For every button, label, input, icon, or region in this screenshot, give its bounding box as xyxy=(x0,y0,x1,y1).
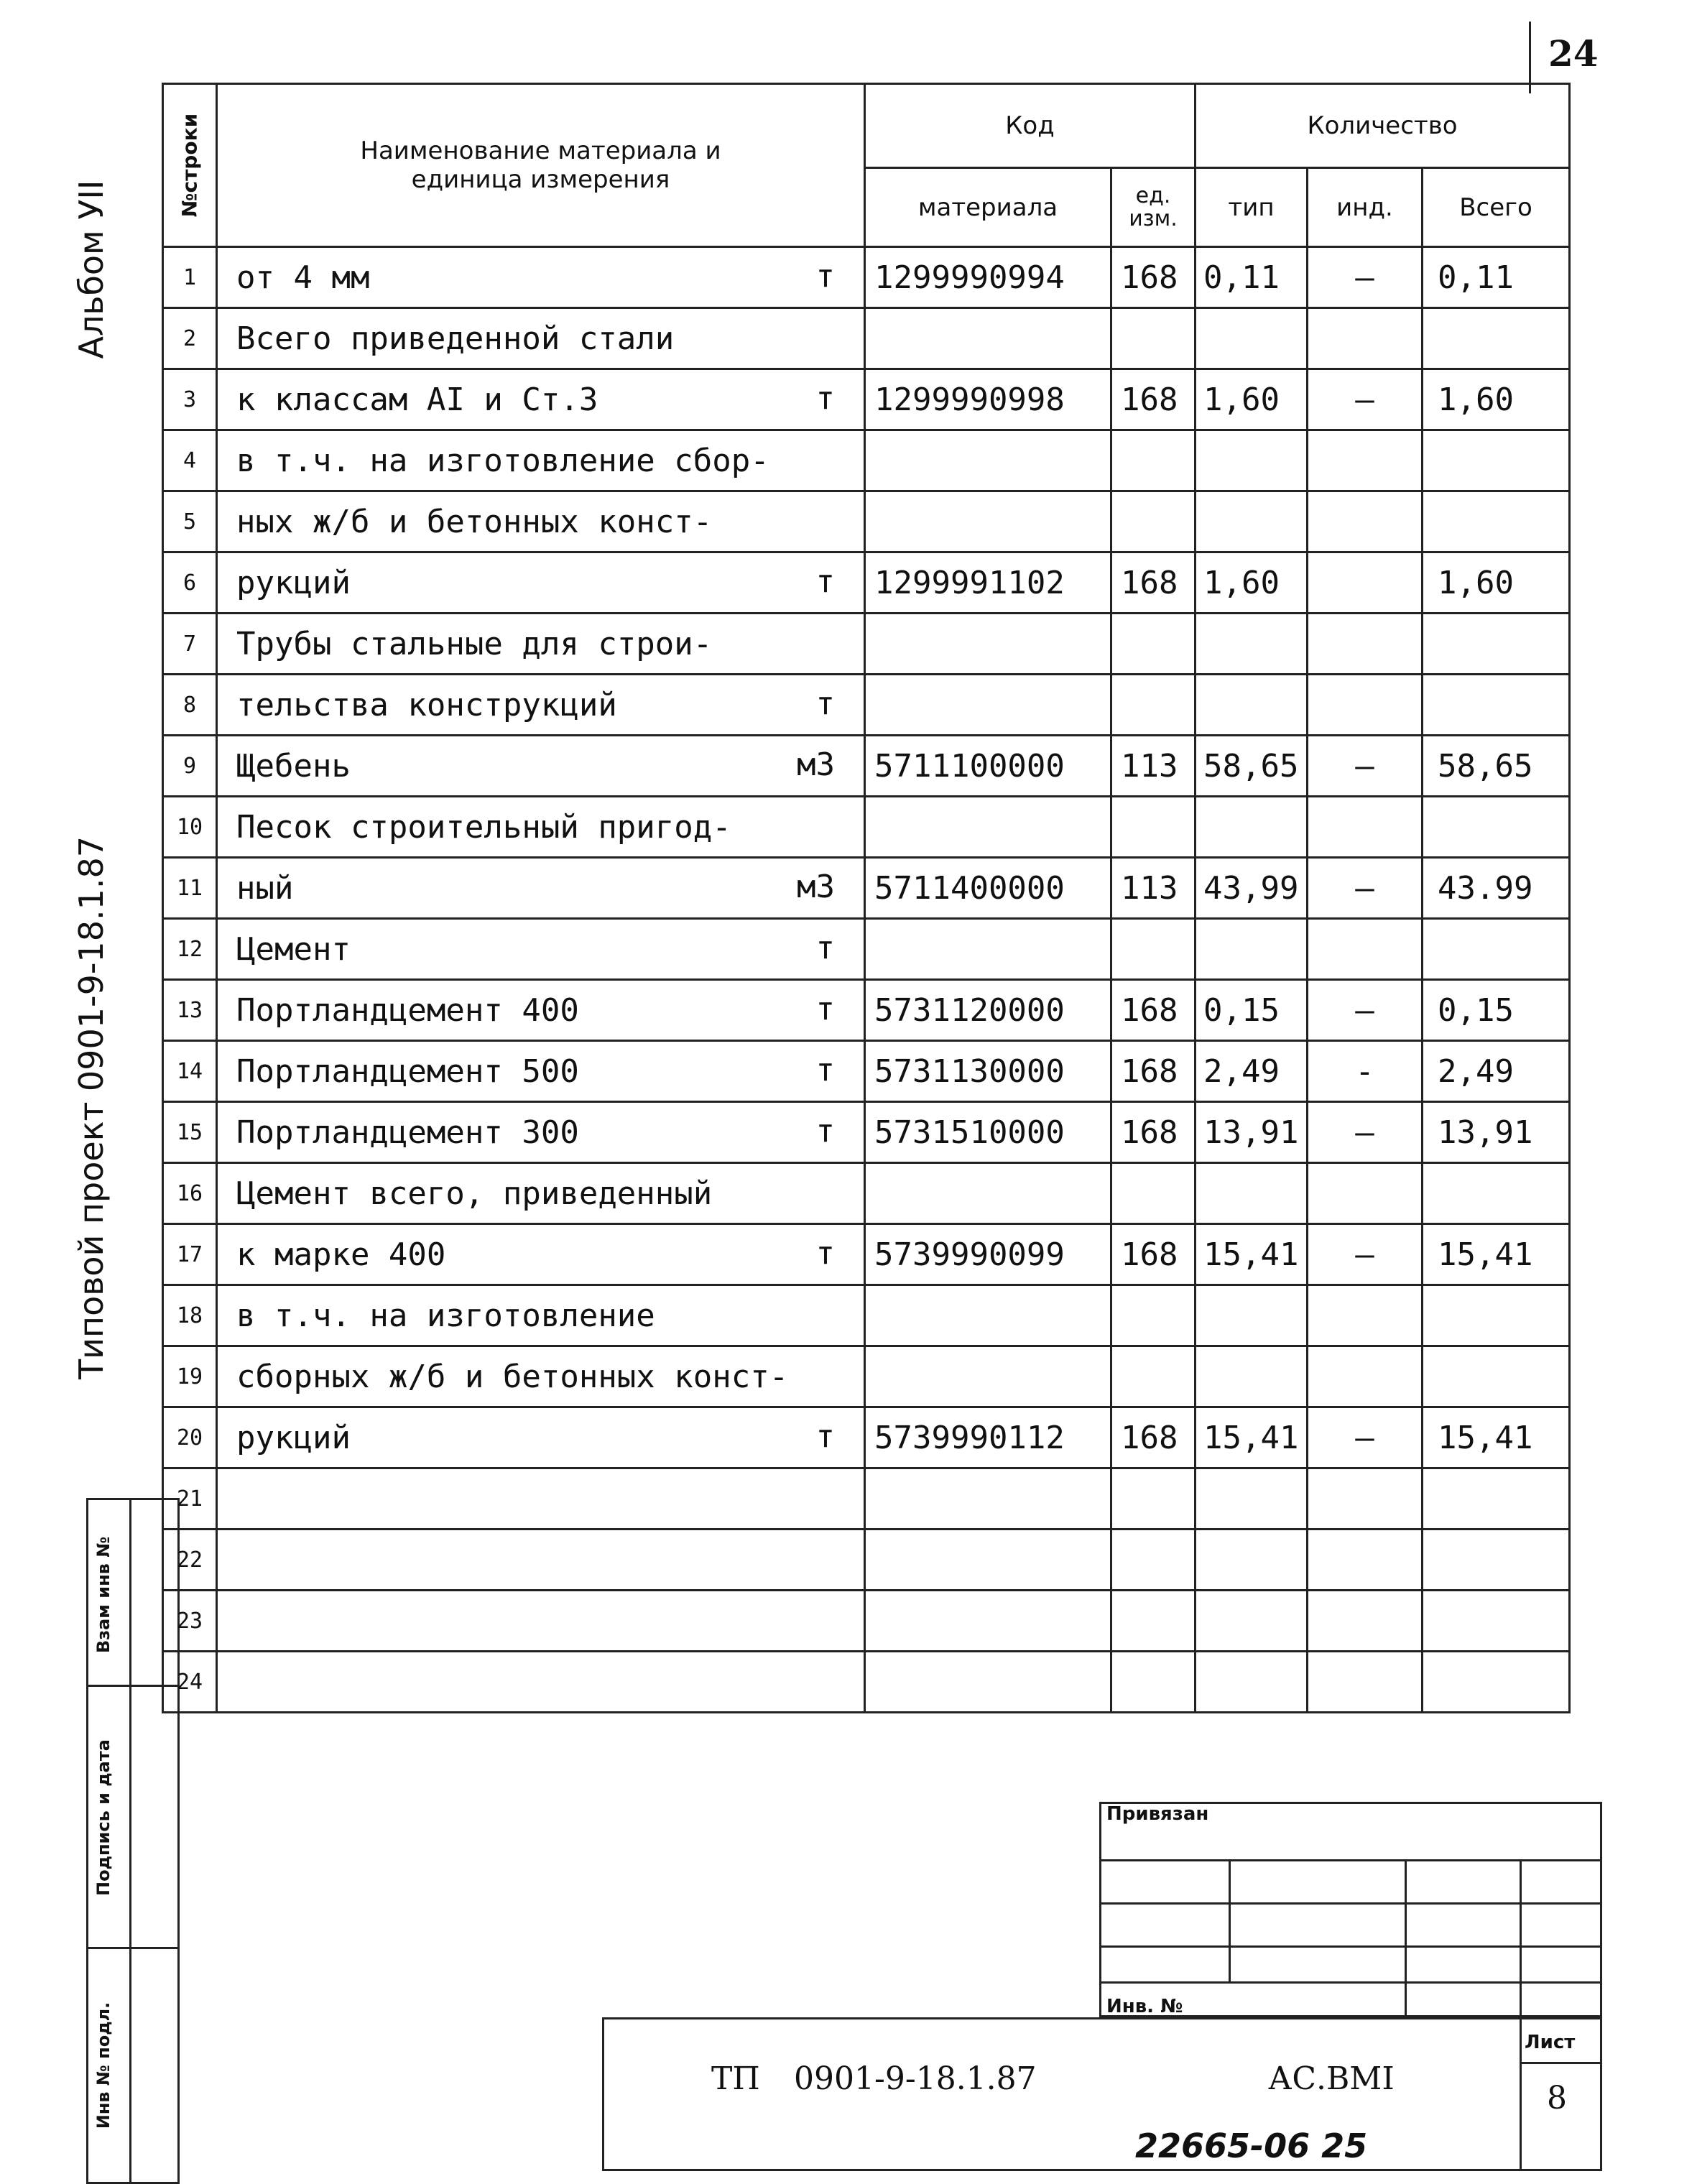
row-number-cell: 12 xyxy=(163,919,217,980)
qty-type-cell xyxy=(1196,797,1308,858)
material-code-cell xyxy=(865,797,1111,858)
unit-code-cell xyxy=(1111,797,1196,858)
qty-ind-cell xyxy=(1308,1591,1423,1652)
material-name-text: к классам АI и Ст.3 xyxy=(236,381,598,418)
material-code-cell xyxy=(865,1468,1111,1530)
material-name-cell xyxy=(217,1224,865,1285)
material-code-cell xyxy=(865,1591,1111,1652)
qty-ind-cell xyxy=(1308,1346,1423,1407)
material-code-cell xyxy=(865,430,1111,491)
qty-type-cell xyxy=(1196,614,1308,675)
material-name-cell xyxy=(217,369,865,430)
material-name-text: тельства конструкций xyxy=(236,686,617,723)
table-row xyxy=(163,430,1570,491)
unit-code-cell xyxy=(1111,1591,1196,1652)
table-row xyxy=(163,614,1570,675)
qty-ind-cell: – xyxy=(1308,736,1423,797)
row-number-cell: 16 xyxy=(163,1163,217,1224)
material-name-text: рукций xyxy=(236,564,351,601)
header-code-unit: ед. изм. xyxy=(1111,168,1196,247)
qty-total-cell xyxy=(1423,1285,1570,1346)
qty-ind-cell: – xyxy=(1308,858,1423,919)
table-row xyxy=(163,1102,1570,1163)
qty-ind-cell xyxy=(1308,1652,1423,1713)
qty-type-cell xyxy=(1196,1163,1308,1224)
unit-code-cell xyxy=(1111,491,1196,552)
table-row xyxy=(163,919,1570,980)
material-name-cell xyxy=(217,308,865,369)
material-name-text: Цемент xyxy=(236,930,351,968)
qty-type-cell: 13,91 xyxy=(1196,1102,1308,1163)
unit-code-cell: 113 xyxy=(1111,858,1196,919)
header-qty-total: Всего xyxy=(1423,168,1570,247)
material-code-cell xyxy=(865,308,1111,369)
bound-label: Привязан xyxy=(1106,1803,1209,1825)
unit-code-cell: 168 xyxy=(1111,980,1196,1041)
table-row xyxy=(163,1041,1570,1102)
material-name-cell xyxy=(217,1407,865,1468)
material-code-cell xyxy=(865,1346,1111,1407)
qty-type-cell: 58,65 xyxy=(1196,736,1308,797)
unit-code-cell xyxy=(1111,1285,1196,1346)
unit-code-cell: 168 xyxy=(1111,1407,1196,1468)
table-row xyxy=(163,247,1570,308)
row-number-cell: 3 xyxy=(163,369,217,430)
unit-code-cell: 168 xyxy=(1111,1102,1196,1163)
stamp-label-signature-date: Подпись и дата xyxy=(93,1739,114,1896)
table-row xyxy=(163,1346,1570,1407)
header-row-number: №строки xyxy=(163,84,217,247)
material-name-text: в т.ч. на изготовление сбор- xyxy=(236,442,769,479)
bound-vline-1 xyxy=(1229,1859,1231,1981)
qty-ind-cell: – xyxy=(1308,1407,1423,1468)
qty-ind-cell xyxy=(1308,919,1423,980)
material-name-cell xyxy=(217,1285,865,1346)
qty-ind-cell xyxy=(1308,797,1423,858)
bound-vline-2 xyxy=(1405,1859,1407,2017)
row-number-cell: 23 xyxy=(163,1591,217,1652)
qty-total-cell xyxy=(1423,1163,1570,1224)
table-row xyxy=(163,858,1570,919)
material-name-text: Портландцемент 300 xyxy=(236,1114,579,1151)
unit-code-cell xyxy=(1111,675,1196,736)
unit-code-cell xyxy=(1111,308,1196,369)
material-name-text: Трубы стальные для строи- xyxy=(236,625,713,662)
qty-type-cell xyxy=(1196,1591,1308,1652)
unit-code-cell: 168 xyxy=(1111,247,1196,308)
row-number-cell: 14 xyxy=(163,1041,217,1102)
material-name-text: от 4 мм xyxy=(236,259,370,296)
header-qty-ind: инд. xyxy=(1308,168,1423,247)
row-number-cell: 1 xyxy=(163,247,217,308)
qty-ind-cell: – xyxy=(1308,369,1423,430)
material-name-text: ных ж/б и бетонных конст- xyxy=(236,503,713,540)
material-code-cell: 5731120000 xyxy=(865,980,1111,1041)
material-name-cell xyxy=(217,1652,865,1713)
row-number-cell: 19 xyxy=(163,1346,217,1407)
unit-code-cell xyxy=(1111,1163,1196,1224)
qty-ind-cell: – xyxy=(1308,980,1423,1041)
material-name-text: Щебень xyxy=(236,747,351,785)
top-sheet-number: 24 xyxy=(1548,32,1599,75)
material-name-cell xyxy=(217,858,865,919)
material-name-text: Цемент всего, приведенный xyxy=(236,1175,713,1212)
unit-code-cell: 168 xyxy=(1111,1041,1196,1102)
material-name-cell xyxy=(217,1102,865,1163)
material-code-cell: 5731510000 xyxy=(865,1102,1111,1163)
row-number-cell: 5 xyxy=(163,491,217,552)
unit-label: т xyxy=(815,1235,835,1272)
materials-table xyxy=(162,83,1571,1713)
material-name-cell xyxy=(217,1041,865,1102)
qty-type-cell xyxy=(1196,491,1308,552)
qty-total-cell: 15,41 xyxy=(1423,1224,1570,1285)
unit-code-cell: 113 xyxy=(1111,736,1196,797)
row-number-cell: 17 xyxy=(163,1224,217,1285)
header-code-material: материала xyxy=(865,168,1111,247)
row-number-cell: 8 xyxy=(163,675,217,736)
table-row xyxy=(163,1468,1570,1530)
material-name-text: в т.ч. на изготовление xyxy=(236,1297,655,1334)
material-code-cell: 5711100000 xyxy=(865,736,1111,797)
material-name-text: Портландцемент 400 xyxy=(236,991,579,1029)
material-code-cell xyxy=(865,1652,1111,1713)
unit-code-cell xyxy=(1111,430,1196,491)
qty-total-cell xyxy=(1423,1591,1570,1652)
unit-code-cell xyxy=(1111,1530,1196,1591)
table-row xyxy=(163,1224,1570,1285)
table-row xyxy=(163,736,1570,797)
bound-line-3 xyxy=(1099,1945,1602,1948)
qty-total-cell: 58,65 xyxy=(1423,736,1570,797)
qty-type-cell: 1,60 xyxy=(1196,552,1308,614)
material-code-cell: 1299991102 xyxy=(865,552,1111,614)
material-code-cell: 1299990994 xyxy=(865,247,1111,308)
qty-total-cell xyxy=(1423,1468,1570,1530)
row-number-cell: 24 xyxy=(163,1652,217,1713)
unit-code-cell xyxy=(1111,614,1196,675)
qty-ind-cell xyxy=(1308,1163,1423,1224)
material-code-cell xyxy=(865,1163,1111,1224)
table-row xyxy=(163,1652,1570,1713)
material-name-cell xyxy=(217,247,865,308)
material-name-cell xyxy=(217,491,865,552)
material-code-cell xyxy=(865,675,1111,736)
table-row xyxy=(163,1530,1570,1591)
qty-total-cell xyxy=(1423,797,1570,858)
row-number-cell: 6 xyxy=(163,552,217,614)
material-name-cell xyxy=(217,1591,865,1652)
row-number-cell: 20 xyxy=(163,1407,217,1468)
material-code-cell xyxy=(865,491,1111,552)
row-number-cell: 10 xyxy=(163,797,217,858)
table-row xyxy=(163,675,1570,736)
unit-label: м3 xyxy=(797,746,835,783)
qty-type-cell xyxy=(1196,1468,1308,1530)
header-quantity: Количество xyxy=(1196,84,1570,168)
row-number-cell: 13 xyxy=(163,980,217,1041)
material-code-cell xyxy=(865,614,1111,675)
qty-total-cell: 2,49 xyxy=(1423,1041,1570,1102)
material-code-cell: 5739990099 xyxy=(865,1224,1111,1285)
table-row xyxy=(163,1163,1570,1224)
qty-type-cell xyxy=(1196,1652,1308,1713)
unit-code-cell: 168 xyxy=(1111,1224,1196,1285)
qty-type-cell xyxy=(1196,308,1308,369)
row-number-cell: 7 xyxy=(163,614,217,675)
qty-ind-cell xyxy=(1308,675,1423,736)
qty-total-cell xyxy=(1423,919,1570,980)
qty-total-cell: 1,60 xyxy=(1423,552,1570,614)
unit-label: т xyxy=(815,1052,835,1088)
table-row xyxy=(163,491,1570,552)
material-name-cell xyxy=(217,1163,865,1224)
unit-code-cell xyxy=(1111,1652,1196,1713)
material-code-cell xyxy=(865,919,1111,980)
qty-ind-cell xyxy=(1308,1530,1423,1591)
unit-code-cell xyxy=(1111,1468,1196,1530)
qty-type-cell: 15,41 xyxy=(1196,1407,1308,1468)
qty-ind-cell xyxy=(1308,1285,1423,1346)
bound-line-2 xyxy=(1099,1902,1602,1905)
unit-label: т xyxy=(815,685,835,722)
material-name-text: сборных ж/б и бетонных конст- xyxy=(236,1358,789,1395)
qty-ind-cell xyxy=(1308,614,1423,675)
qty-ind-cell: – xyxy=(1308,1224,1423,1285)
qty-type-cell: 1,60 xyxy=(1196,369,1308,430)
row-number-cell: 9 xyxy=(163,736,217,797)
header-code: Код xyxy=(865,84,1196,168)
bound-line-4 xyxy=(1099,1981,1602,1984)
unit-code-cell xyxy=(1111,1346,1196,1407)
doc-suffix: АС.ВМI xyxy=(1268,2060,1395,2097)
table-row xyxy=(163,1591,1570,1652)
material-name-cell xyxy=(217,919,865,980)
qty-total-cell xyxy=(1423,308,1570,369)
material-name-cell xyxy=(217,736,865,797)
qty-type-cell: 15,41 xyxy=(1196,1224,1308,1285)
unit-label: т xyxy=(815,563,835,600)
qty-ind-cell xyxy=(1308,308,1423,369)
table-row xyxy=(163,369,1570,430)
material-code-cell xyxy=(865,1530,1111,1591)
table-row xyxy=(163,1407,1570,1468)
left-stamp-sep2 xyxy=(86,1947,180,1949)
qty-type-cell: 2,49 xyxy=(1196,1041,1308,1102)
table-row xyxy=(163,980,1570,1041)
qty-total-cell xyxy=(1423,675,1570,736)
qty-ind-cell xyxy=(1308,430,1423,491)
album-label: Альбом УII xyxy=(72,180,111,359)
left-stamp-divider xyxy=(129,1498,131,2184)
table-row xyxy=(163,552,1570,614)
qty-type-cell: 0,15 xyxy=(1196,980,1308,1041)
bound-line-1 xyxy=(1099,1859,1602,1861)
qty-total-cell xyxy=(1423,491,1570,552)
material-name-text: рукций xyxy=(236,1419,351,1456)
table-row xyxy=(163,308,1570,369)
row-number-cell: 22 xyxy=(163,1530,217,1591)
qty-ind-cell xyxy=(1308,491,1423,552)
unit-label: т xyxy=(815,930,835,966)
doc-code: 0901-9-18.1.87 xyxy=(794,2060,1037,2097)
sheet-value: 8 xyxy=(1547,2080,1567,2116)
row-number-cell: 15 xyxy=(163,1102,217,1163)
footer-number: 22665-06 25 xyxy=(1135,2127,1368,2165)
sheet-label: Лист xyxy=(1525,2032,1576,2053)
qty-total-cell: 15,41 xyxy=(1423,1407,1570,1468)
qty-total-cell xyxy=(1423,1530,1570,1591)
material-name-cell xyxy=(217,1468,865,1530)
material-code-cell xyxy=(865,1285,1111,1346)
bound-block xyxy=(1099,1802,1602,2017)
row-number-cell: 4 xyxy=(163,430,217,491)
qty-total-cell: 43.99 xyxy=(1423,858,1570,919)
doc-prefix: ТП xyxy=(711,2060,760,2097)
qty-ind-cell: – xyxy=(1308,247,1423,308)
unit-label: т xyxy=(815,380,835,417)
qty-type-cell xyxy=(1196,675,1308,736)
project-label: Типовой проект 0901-9-18.1.87 xyxy=(72,836,111,1379)
header-qty-type: тип xyxy=(1196,168,1308,247)
material-name-cell xyxy=(217,1530,865,1591)
qty-total-cell: 0,11 xyxy=(1423,247,1570,308)
qty-ind-cell xyxy=(1308,1468,1423,1530)
header-material-name: Наименование материала и единица измерения xyxy=(217,84,865,247)
unit-label: т xyxy=(815,1113,835,1149)
stamp-label-replace-inv: Взам инв № xyxy=(93,1536,114,1654)
unit-code-cell: 168 xyxy=(1111,369,1196,430)
qty-type-cell xyxy=(1196,1346,1308,1407)
material-name-cell xyxy=(217,980,865,1041)
material-name-cell xyxy=(217,1346,865,1407)
qty-type-cell xyxy=(1196,430,1308,491)
material-name-text: Портландцемент 500 xyxy=(236,1052,579,1090)
unit-code-cell xyxy=(1111,919,1196,980)
material-code-cell: 5739990112 xyxy=(865,1407,1111,1468)
material-name-cell xyxy=(217,430,865,491)
qty-total-cell xyxy=(1423,1652,1570,1713)
material-name-text: ный xyxy=(236,869,294,907)
qty-type-cell xyxy=(1196,1285,1308,1346)
qty-total-cell xyxy=(1423,1346,1570,1407)
qty-total-cell: 1,60 xyxy=(1423,369,1570,430)
table-row xyxy=(163,1285,1570,1346)
unit-label: м3 xyxy=(797,869,835,905)
qty-total-cell: 0,15 xyxy=(1423,980,1570,1041)
material-name-cell xyxy=(217,614,865,675)
material-name-text: к марке 400 xyxy=(236,1236,446,1273)
qty-type-cell: 43,99 xyxy=(1196,858,1308,919)
material-name-cell xyxy=(217,552,865,614)
row-number-cell: 11 xyxy=(163,858,217,919)
qty-ind-cell: - xyxy=(1308,1041,1423,1102)
material-code-cell: 5711400000 xyxy=(865,858,1111,919)
bound-vline-3 xyxy=(1520,1859,1522,2017)
qty-total-cell xyxy=(1423,614,1570,675)
qty-type-cell xyxy=(1196,1530,1308,1591)
qty-type-cell xyxy=(1196,919,1308,980)
material-name-cell xyxy=(217,675,865,736)
unit-label: т xyxy=(815,258,835,295)
qty-total-cell xyxy=(1423,430,1570,491)
title-sheet-hline xyxy=(1520,2062,1602,2064)
title-sheet-divider xyxy=(1520,2017,1522,2171)
unit-label: т xyxy=(815,991,835,1027)
stamp-label-inv-original: Инв № подл. xyxy=(93,2002,114,2129)
row-number-cell: 21 xyxy=(163,1468,217,1530)
material-code-cell: 1299990998 xyxy=(865,369,1111,430)
material-name-cell xyxy=(217,797,865,858)
unit-code-cell: 168 xyxy=(1111,552,1196,614)
material-name-text: Всего приведенной стали xyxy=(236,320,675,357)
qty-type-cell: 0,11 xyxy=(1196,247,1308,308)
inv-label: Инв. № xyxy=(1106,1996,1183,2017)
qty-ind-cell: – xyxy=(1308,1102,1423,1163)
unit-label: т xyxy=(815,1418,835,1455)
table-row xyxy=(163,797,1570,858)
row-number-cell: 18 xyxy=(163,1285,217,1346)
qty-ind-cell xyxy=(1308,552,1423,614)
material-name-text: Песок строительный пригод- xyxy=(236,808,731,846)
material-code-cell: 5731130000 xyxy=(865,1041,1111,1102)
qty-total-cell: 13,91 xyxy=(1423,1102,1570,1163)
row-number-cell: 2 xyxy=(163,308,217,369)
